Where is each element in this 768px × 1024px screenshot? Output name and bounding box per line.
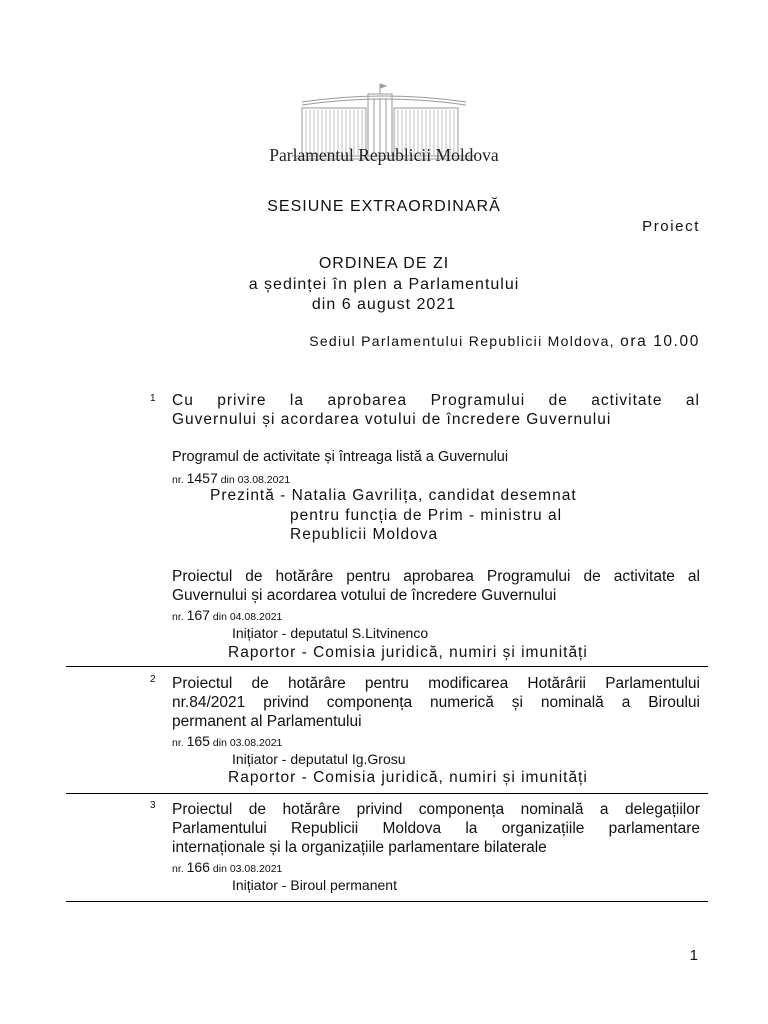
agenda-subtitle: a ședinței în plen a Parlamentului (248, 276, 520, 293)
agenda-title: ORDINEA DE ZI (318, 255, 450, 272)
draft-decision-line: Guvernului și acordarea votului de încredere Guvernului (172, 587, 557, 604)
item-title (172, 674, 700, 731)
item-divider (66, 666, 708, 667)
status-label: Proiect (642, 218, 700, 235)
presenter-line: Republicii Moldova (290, 526, 439, 543)
item-title-line: Proiectul de hotărâre privind componența nominală a delegațiilor (172, 801, 700, 818)
item-title-line: Cu privire la aprobarea Programului de activitate al (172, 392, 700, 409)
presenter-line: pentru funcția de Prim - ministru al (290, 507, 563, 524)
item-title-line: nr.84/2021 privind componența numerică și nominală a Biroului (172, 694, 700, 711)
location-line (309, 333, 700, 351)
presenter-line: Prezintă - Natalia Gavrilița, candidat desemnat (210, 487, 577, 504)
page-number: 1 (689, 947, 698, 964)
rapporteur-line: Raportor - Comisia juridică, numiri și imunități (228, 644, 588, 661)
agenda-date: din 6 august 2021 (311, 296, 457, 313)
item-title (172, 391, 700, 429)
item-divider (66, 793, 708, 794)
doc-number: nr. 166 din 03.08.2021 (172, 859, 283, 875)
item-title-line: internaționale și la organizațiile parlamentare bilaterale (172, 839, 547, 856)
draft-decision-line: Proiectul de hotărâre pentru aprobarea Programului de activitate al (172, 568, 700, 585)
item-title-line: Parlamentului Republicii Moldova la organizațiile parlamentare (172, 820, 700, 837)
item-title-line: Proiectul de hotărâre pentru modificarea Hotărârii Parlamentului (172, 675, 700, 692)
doc-title: Programul de activitate și întreaga listă a Guvernului (172, 449, 509, 465)
doc-number: nr. 1457 din 03.08.2021 (172, 470, 291, 486)
item-title-line: permanent al Parlamentului (172, 713, 362, 730)
item-number: 3 (150, 800, 156, 811)
item-divider (66, 901, 708, 902)
initiator-line: Inițiator - deputatul S.Litvinenco (232, 625, 429, 641)
item-number: 2 (150, 674, 156, 685)
item-title (172, 800, 700, 857)
doc-number: nr. 167 din 04.08.2021 (172, 607, 283, 623)
location-text: Sediul Parlamentului Republicii Moldova, (309, 333, 615, 349)
item-number: 1 (150, 393, 156, 404)
initiator-line: Inițiator - Biroul permanent (232, 877, 397, 893)
initiator-line: Inițiator - deputatul Ig.Grosu (232, 751, 406, 767)
rapporteur-line: Raportor - Comisia juridică, numiri și imunități (228, 769, 588, 786)
institution-name: Parlamentul Republicii Moldova (269, 145, 499, 165)
doc-number: nr. 165 din 03.08.2021 (172, 733, 283, 749)
draft-decision (172, 567, 700, 605)
meeting-time: ora 10.00 (620, 333, 700, 350)
session-title: SESIUNE EXTRAORDINARĂ (267, 198, 501, 215)
item-title-line: Guvernului și acordarea votului de încredere Guvernului (172, 411, 612, 428)
